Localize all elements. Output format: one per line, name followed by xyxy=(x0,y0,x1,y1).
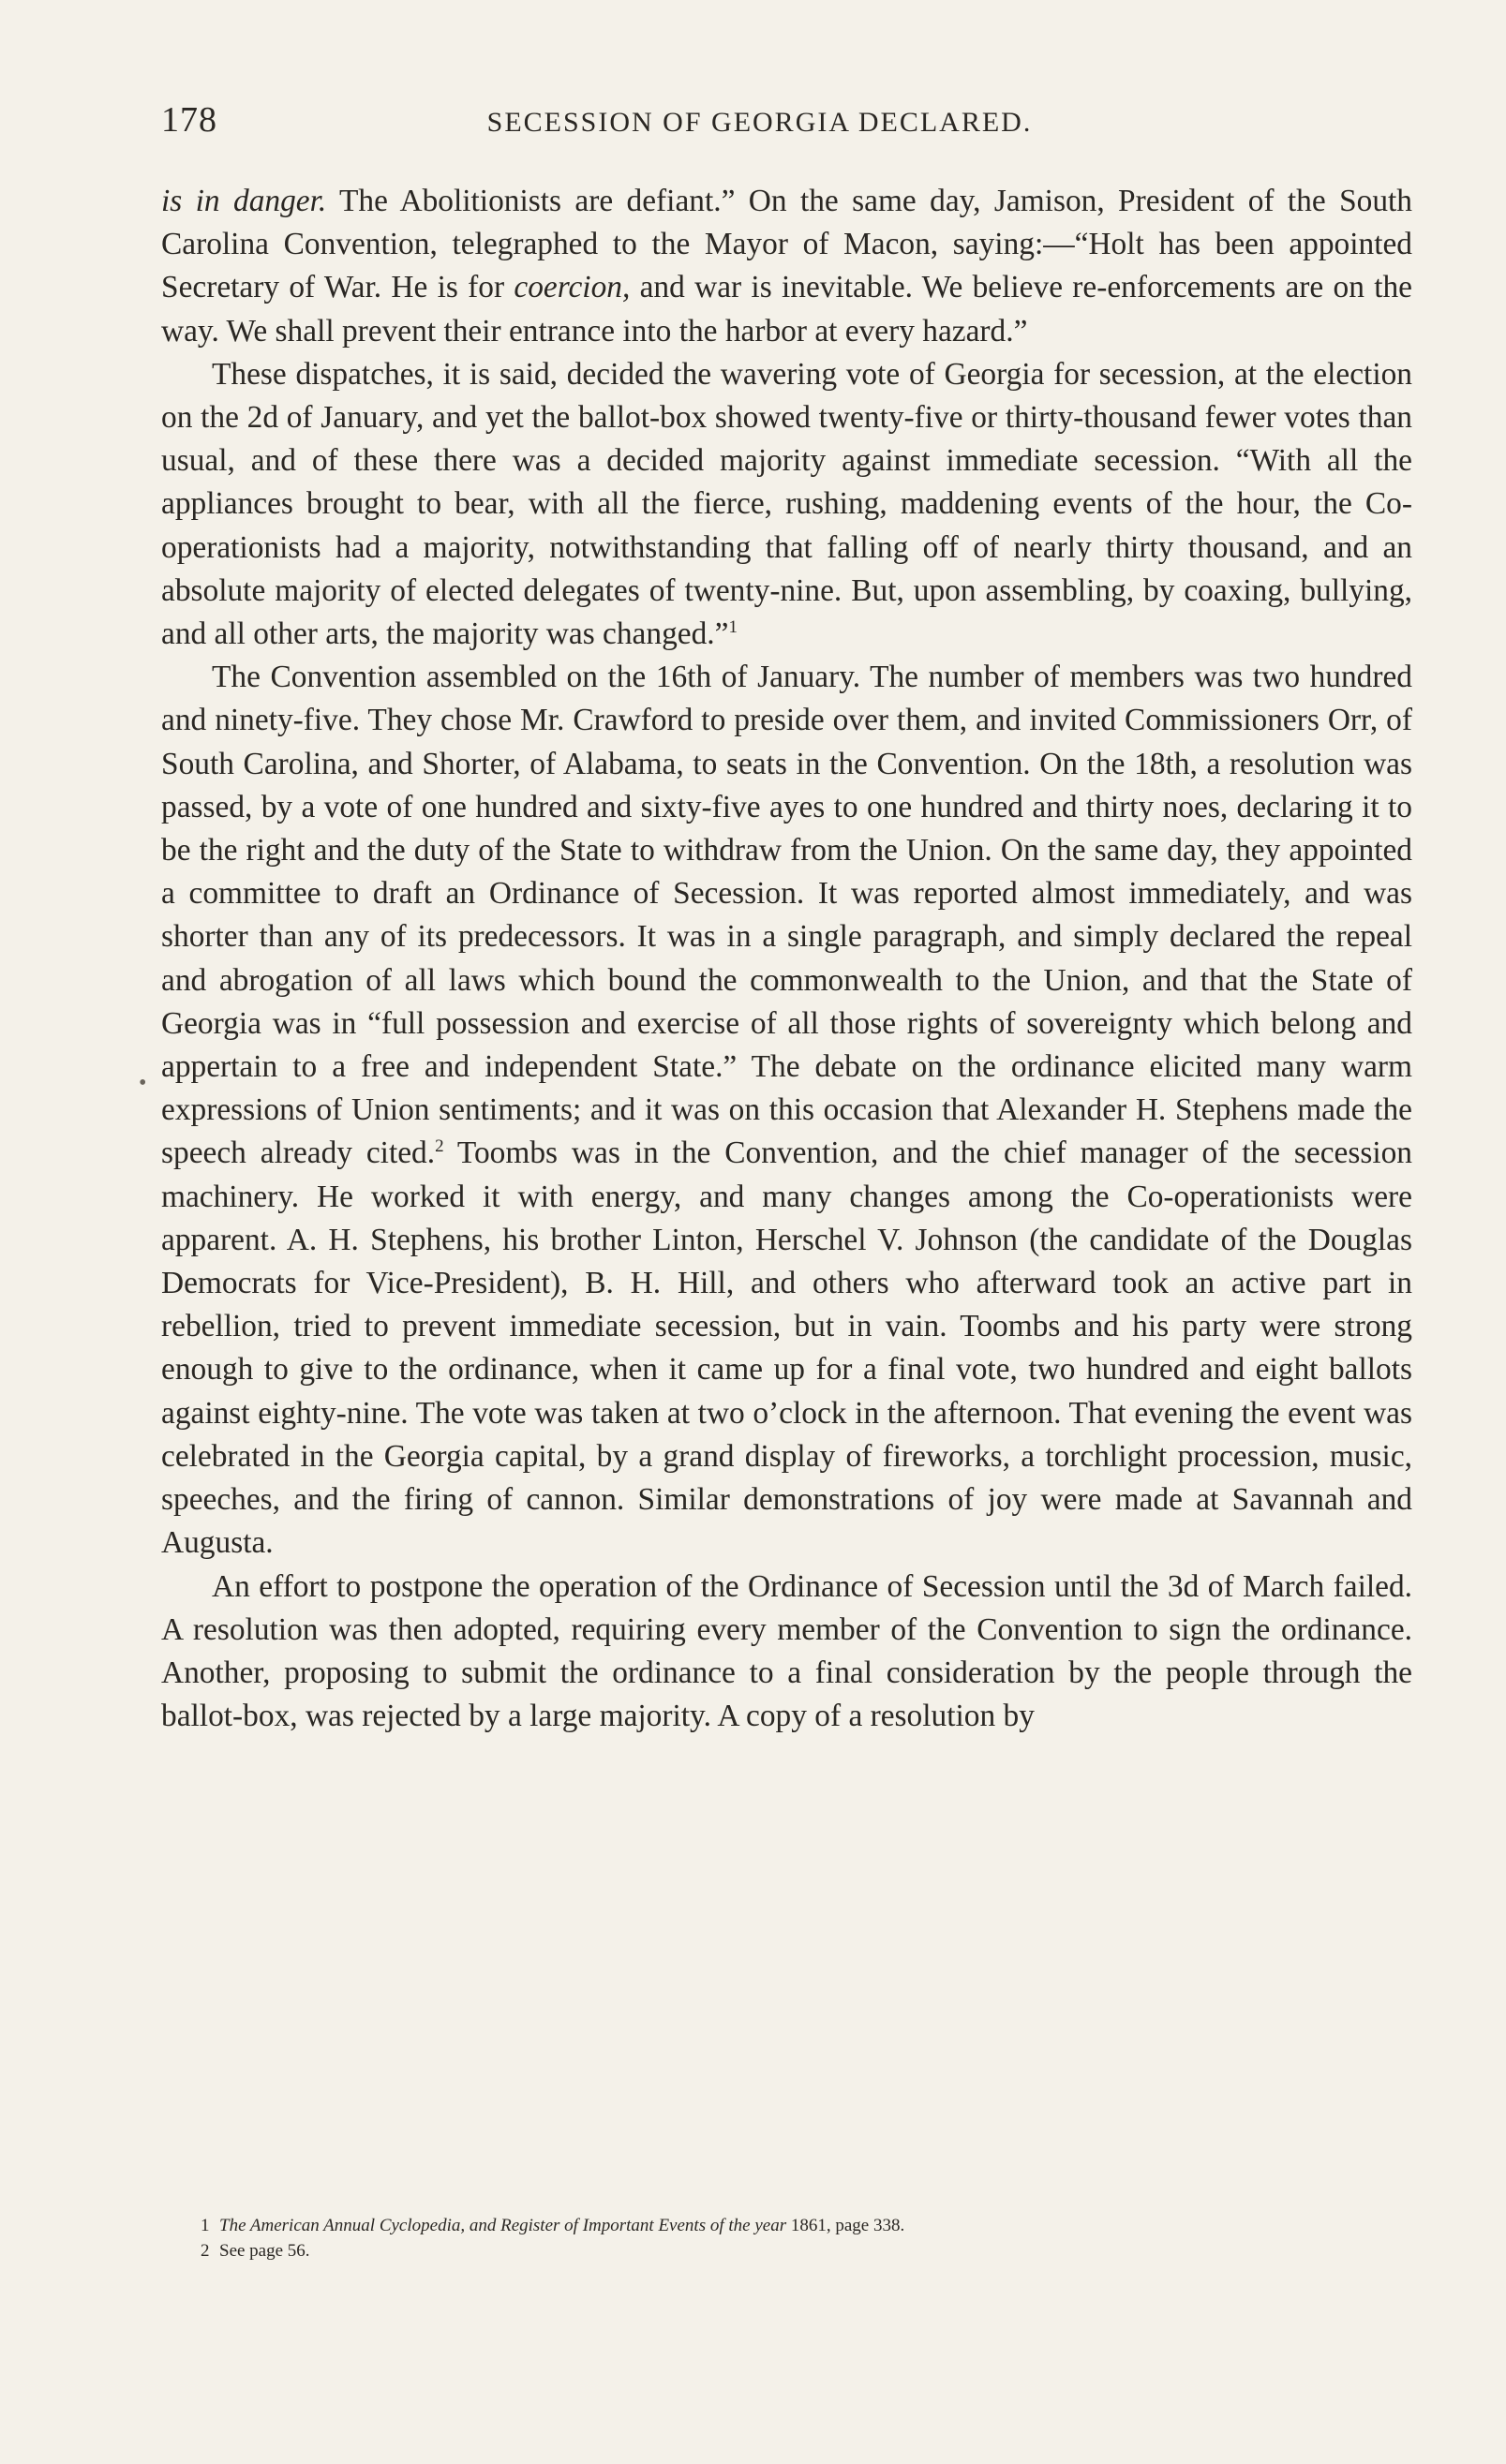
footnotes xyxy=(201,2213,1381,2264)
paragraph-text: and war is inevitable. We believe re-enforcements are on the way. We shall prevent their entrance into the harbor at every hazard.” xyxy=(161,270,1412,349)
page xyxy=(161,99,1412,1738)
footnote-1 xyxy=(201,2213,1381,2238)
footnote-2 xyxy=(201,2238,1381,2264)
page-number: 178 xyxy=(161,100,217,140)
paragraph-text: The Convention assembled on the 16th of January. The number of members was two hundred and ninety-five. They chose Mr. Crawford to preside over them, and invited Commissioners Orr, of South Carolina, and Shorter, of Alabama, to seats in the Convention. On the 18th, a resolution was passed, by a vote of one hundred and sixty-five ayes to one hundred and thirty noes, declaring it to be the right and the duty of the State to withdraw from the Union. On the same day, they appointed a committee to draft an Ordinance of Secession. It was reported almost immediately, and was shorter than any of its predecessors. It was in a single paragraph, and simply declared the repeal and abrogation of all laws which bound the commonwealth to the Union, and that the State of Georgia was in “full possession and exercise of all those rights of sovereignty which belong and appertain to a free and independent State.” The debate on the ordinance elicited many warm expressions of Union sentiments; and it was on this occasion that Alexander H. Stephens made the speech already cited. xyxy=(161,660,1412,1171)
footnote-source-title: The American Annual Cyclopedia, and Register of Important Events of the year xyxy=(219,2216,787,2235)
footnote-text: See page 56. xyxy=(219,2241,310,2261)
paragraph-1 xyxy=(161,180,1412,353)
body-text xyxy=(161,180,1412,1738)
footnote-text: 1861, page 338. xyxy=(786,2216,905,2235)
footnote-mark: 1 xyxy=(201,2216,210,2235)
paragraph-2 xyxy=(161,353,1412,656)
paragraph-text: Toombs was in the Convention, and the chief manager of the secession machinery. He worked it with energy, and many changes among the Co-operationists were apparent. A. H. Stephens, his brother Linton, Herschel V. Johnson (the candidate of the Douglas Democrats for Vice-President), B. H. Hill, and others who afterward took an active part in rebellion, tried to prevent immediate secession, but in vain. Toombs and his party were strong enough to give to the ordinance, when it came up for a final vote, two hundred and eight ballots against eighty-nine. The vote was taken at two o’clock in the afternoon. That evening the event was celebrated in the Georgia capital, by a grand display of fireworks, a torchlight procession, music, speeches, and the firing of cannon. Similar demonstrations of joy were made at Savannah and Augusta. xyxy=(161,1136,1412,1561)
margin-mark: • xyxy=(139,1071,147,1095)
running-head xyxy=(161,99,1412,156)
paragraph-4 xyxy=(161,1566,1412,1739)
paragraph-text: These dispatches, it is said, decided the wavering vote of Georgia for secession, at the election on the 2d of January, and yet the ballot-box showed twenty-five or thirty-thousand fewer votes than usual, and of these there was a decided majority against immediate secession. “With all the appliances brought to bear, with all the fierce, rushing, maddening events of the hour, the Co-operationists had a majority, notwithstanding that falling off of nearly thirty thousand, and an absolute majority of elected delegates of twenty-nine. But, upon assembling, by coaxing, bullying, and all other arts, the majority was changed.” xyxy=(161,356,1412,652)
footnote-ref-1[interactable]: 1 xyxy=(728,616,738,637)
paragraph-text: The Abolitionists are defiant.” On the same day, Jamison, President of the South Carolina Convention, telegraphed to the Mayor of Macon, saying:—“Holt has been appointed Secretary of War. He is for xyxy=(161,184,1412,305)
italic-phrase: is in danger. xyxy=(161,184,327,218)
footnote-ref-2[interactable]: 2 xyxy=(435,1136,444,1157)
paragraph-text: An effort to postpone the operation of the Ordinance of Secession until the 3d of March failed. A resolution was then adopted, requiring every member of the Convention to sign the ordinance. Another, proposing to submit the ordinance to a final consideration by the people through the ballot-box, was rejected by a large majority. A copy of a resolution by xyxy=(161,1568,1412,1734)
footnote-mark: 2 xyxy=(201,2241,210,2261)
paragraph-3 xyxy=(161,656,1412,1565)
page-title: SECESSION OF GEORGIA DECLARED. xyxy=(486,107,1033,138)
italic-word: coercion, xyxy=(514,270,631,305)
